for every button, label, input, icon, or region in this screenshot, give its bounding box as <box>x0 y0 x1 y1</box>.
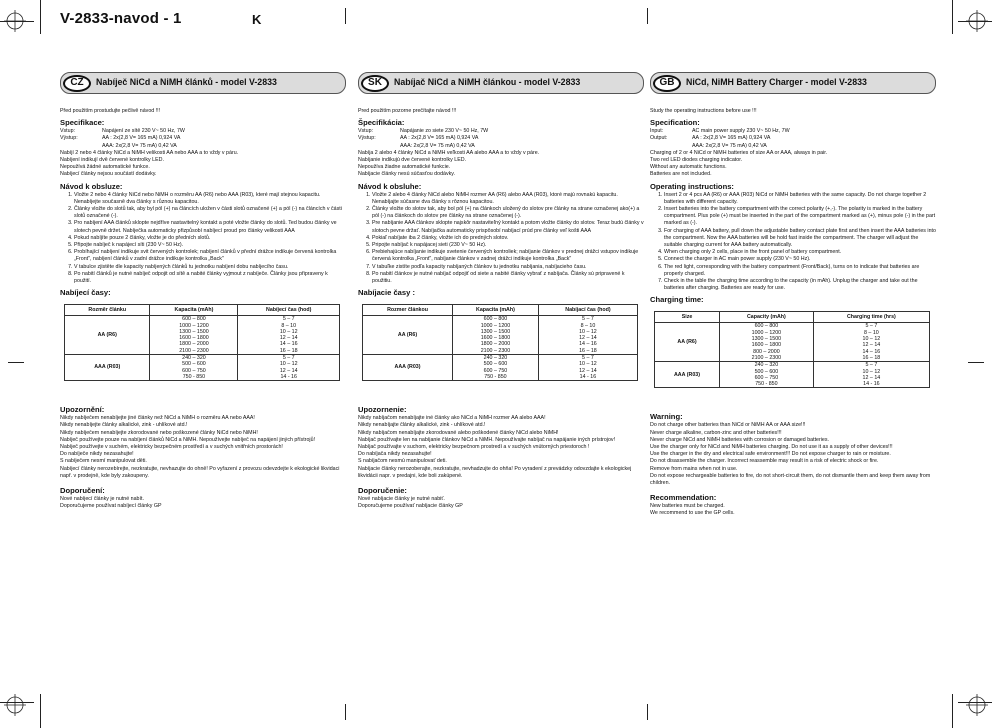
spec-row <box>60 143 346 150</box>
warning-line: Do nabíjača nikdy nezasahujte! <box>358 451 432 458</box>
warning-line: Use the charger only for NiCd and NiMH batteries charging. Do not use it as a supply of other devices!!! <box>650 444 893 451</box>
table-header-cell: Charging time (hrs) <box>813 312 929 323</box>
capacity-cell: 1600 – 1800 <box>719 342 813 348</box>
warning-line: Use the charger in the dry and electrical safe environment!!! Do not expose charger to rain or moisture. <box>650 451 891 458</box>
section-title: Nabíjač NiCd a NiMH článkou - model V-2833 <box>394 77 581 88</box>
capacity-cell: 2100 – 2300 <box>150 348 238 355</box>
document-mark: K <box>252 12 262 27</box>
spec-value: Napájení ze sítě 230 V~ 50 Hz, 7W <box>102 128 185 135</box>
capacity-cell: 1300 – 1500 <box>719 336 813 342</box>
registration-mark-icon <box>4 10 26 32</box>
spec-value: AA : 2x(2,8 V= 165 mA) 0,924 VA <box>400 135 479 142</box>
charging-time-heading: Nabíjacie časy : <box>358 288 415 298</box>
battery-size-cell: AAA (R03) <box>363 355 453 381</box>
charging-time-cell: 10 – 12 <box>538 361 637 367</box>
instruction-item: 4. When charging only 2 cells, place in the front panel of battery compartment. <box>664 249 936 256</box>
instruction-item: 7. V tabuľke zistíte podľa kapacity nabíjaných článkov tu jednotku nabíjania, nabíjacieho času. <box>372 264 644 271</box>
charging-time-cell: 10 – 12 <box>813 369 929 375</box>
battery-size-cell: AAA (R03) <box>65 355 150 381</box>
instruction-item: 7. V tabulce zjistěte dle kapacity nabíjených článků tu jednotku nabíjení dobu nabíjecího času. <box>74 264 346 271</box>
table-header-cell: Kapacita (mAh) <box>150 305 238 316</box>
table-header-cell: Nabíjací čas (hod) <box>538 305 637 316</box>
spec-heading: Specification: <box>650 118 700 128</box>
charging-time-cell: 14 – 16 <box>238 341 340 347</box>
capacity-cell: 600 – 750 <box>150 368 238 374</box>
spec-line: Nabíja 2 alebo 4 články NiCd a NiMH veľkosti AA alebo AAA a to vždy v páre. <box>358 149 540 156</box>
charging-time-cell: 12 – 14 <box>238 335 340 341</box>
warning-line: S nabíječem nesmí manipulovat děti. <box>60 458 147 465</box>
table-header-cell: Rozměr článku <box>65 305 150 316</box>
charging-time-heading: Charging time: <box>650 295 704 305</box>
spec-value: AAA: 2x(2,8 V= 75 mA) 0,42 VA <box>692 142 767 149</box>
table-row <box>65 355 340 362</box>
charging-time-cell: 14 – 16 <box>813 349 929 355</box>
capacity-cell: 1300 – 1500 <box>453 329 539 335</box>
spec-line: Charging of 2 or 4 NiCd or NiMH batteries of size AA or AAA, always in pair. <box>650 149 828 156</box>
spec-value: AAA: 2x(2,8 V= 75 mA) 0,42 VA <box>400 142 475 149</box>
warning-line: Nabíjacie články nerozoberajte, nezkratujte, nevhadzujte do ohňa! Po vyradení z prevádzky odovzdajte k ekologickej likvidácii napr. v predajni, kde boli zakúpené. <box>358 465 632 479</box>
charging-time-cell: 5 – 7 <box>813 323 929 330</box>
table-header-cell: Nabíjecí čas (hod) <box>238 305 340 316</box>
recommendation-line: We recommend to use the GP cells. <box>650 510 735 517</box>
instruction-item: 3. Pro nabíjení AAA článků sklopte nejdříve nastavitelný kontakt a poté vložte články do slotů. Ted budou články ve slotech pevně držet. Nabíječka automaticky přizpůsobí nabíjecí proud pro články velikosti AAA <box>74 220 346 234</box>
table-row <box>65 316 340 323</box>
spec-value: AAA: 2x(2,8 V= 75 mA) 0,42 VA <box>102 142 177 149</box>
warning-line: Nabíjač používajte v suchom, elektricky bezpečnom prostredí a v suchých vnútorných priestoroch ! <box>358 444 590 451</box>
spec-line: Two red LED diodes charging indicator. <box>650 157 743 164</box>
capacity-cell: 1800 – 2000 <box>150 341 238 347</box>
capacity-cell: 240 – 320 <box>150 355 238 362</box>
charging-time-table <box>64 304 340 381</box>
spacer <box>650 487 936 490</box>
intro-text: Study the operating instructions before use !!! <box>650 108 757 114</box>
language-badge: SK <box>361 75 389 92</box>
capacity-cell: 600 – 800 <box>719 323 813 330</box>
table-header-row <box>363 305 638 316</box>
registration-mark-icon <box>4 694 26 716</box>
warning-heading: Upozornenie: <box>358 405 407 415</box>
spec-row <box>650 135 936 142</box>
spec-value: AC main power supply 230 V~ 50 Hz, 7W <box>692 128 790 135</box>
charging-time-cell: 8 – 10 <box>813 330 929 336</box>
recommendation-heading: Doporučenie: <box>358 486 407 496</box>
charging-time-cell: 5 – 7 <box>813 362 929 369</box>
registration-mark-icon <box>966 10 988 32</box>
battery-size-cell: AA (R6) <box>363 316 453 355</box>
warning-line: Nikdy nabíječem nenabíjejte zkorodované nebo poškozené články NiCd nebo NiMH! <box>60 429 258 436</box>
instructions-list <box>650 192 936 293</box>
table-header-row <box>655 312 930 323</box>
table-header-row <box>65 305 340 316</box>
spec-value: AA : 2x(2,8 V= 165 mA) 0,924 VA <box>692 135 771 142</box>
table-header-cell: Capacity (mAh) <box>719 312 813 323</box>
warning-line: Nikdy nabíjačom nenabíjajte zkorodované alebo poškodené články NiCd alebo NiMH! <box>358 429 559 436</box>
column-gb <box>650 72 936 518</box>
charging-time-cell: 12 – 14 <box>813 342 929 348</box>
recommendation-heading: Recommendation: <box>650 493 717 503</box>
spec-line: Nepoužíva žiadne automatické funkcie. <box>358 164 451 171</box>
recommendation-line: New batteries must be charged. <box>650 503 725 510</box>
recommendation-heading: Doporučení: <box>60 486 105 496</box>
charging-time-cell: 12 – 14 <box>813 375 929 381</box>
charging-time-cell: 14 - 16 <box>813 381 929 388</box>
instruction-item: 4. Pokiaľ nabíjate iba 2 články, vložte ich do predných slotov. <box>372 235 644 242</box>
instruction-item: 5. Připojte nabíječ k napájecí síti (230 V~ 50 Hz). <box>74 242 346 249</box>
capacity-cell: 750 - 850 <box>719 381 813 388</box>
spec-row <box>60 135 346 142</box>
table-header-cell: Rozmer článkou <box>363 305 453 316</box>
spec-key: Output: <box>650 135 668 142</box>
instructions-heading: Návod k obsluhe: <box>358 181 422 191</box>
spec-line: Nepoužívá žádné automatické funkce. <box>60 164 150 171</box>
charging-time-cell: 16 – 18 <box>538 348 637 355</box>
spec-key: Vstup: <box>60 128 76 135</box>
capacity-cell: 240 – 320 <box>453 355 539 362</box>
warning-line: Nikdy nenabíjajte články alkalické, zink - uhlíkové atd.! <box>358 422 486 429</box>
warning-line: Nabíjecí články nerozebírejte, nezkratujte, nevhazujte do ohně! Po vyřazení z provozu odevzdejte k ekologické likvidaci např. v prodejně, kde byly zakoupeny. <box>60 465 340 479</box>
charging-time-cell: 16 – 18 <box>813 355 929 362</box>
spec-key: Výstup: <box>358 135 376 142</box>
battery-size-cell: AAA (R03) <box>655 362 720 388</box>
spec-key <box>60 143 102 150</box>
spec-row <box>358 143 644 150</box>
capacity-cell: 600 – 800 <box>453 316 539 323</box>
recommendation-line: Nové nabíjecí články je nutné nabít. <box>60 496 144 503</box>
instruction-item: 8. Po nabití článků je nutné nabíječ odpojit od sítě a nabité články vyjmout z nabíječe. Články jsou připraveny k použití. <box>74 271 346 285</box>
instruction-item: 6. Prebiehajúce nabíjanie indikuje svetenie červených kontroliek; nabíjanie článkov v prednej drážci vstupov indikuje červená kontrolka „Front", nabíjanie článkov v zadnej drážci indikuje kontrolka „Back" <box>372 249 644 263</box>
instruction-item: 2. Články vložte do slotů tak, aby byl pól (+) na článcích uložen v části slotů označené (+) a pól (-) na článcích v části slotů označené (-). <box>74 206 346 220</box>
warning-line: S nabíjačom nesmú manipulovať deti. <box>358 458 447 465</box>
capacity-cell: 1000 – 1200 <box>150 323 238 329</box>
instruction-item: 2. Články vložte do slotov tak, aby bol pól (+) na článkoch uložený do slotov pre články na strane označenej ako(+) a pól (-) na článkoch do slotov pre články na strane označenej (-). <box>372 206 644 220</box>
charging-time-cell: 10 – 12 <box>238 329 340 335</box>
spec-row <box>358 135 644 142</box>
section-header <box>60 72 346 94</box>
capacity-cell: 240 – 320 <box>719 362 813 369</box>
instruction-item: 6. The red light, corresponding with the battery compartment (Front/Back), turns on to indicate that batteries are properly charged. <box>664 264 936 278</box>
warning-line: Do nabíječe nikdy nezasahujte! <box>60 451 134 458</box>
table-row <box>363 316 638 323</box>
battery-size-cell: AA (R6) <box>655 323 720 362</box>
intro-text: Před použitím prostudujte pečlivě návod !!! <box>60 108 161 114</box>
section-header <box>650 72 936 94</box>
warning-line: Do not disassemble the charger. Incorrect reassemble may result in a risk of electric shock or fire. <box>650 458 879 465</box>
spec-value: Napájanie zo siete 230 V~ 50 Hz, 7W <box>400 128 489 135</box>
battery-size-cell: AA (R6) <box>65 316 150 355</box>
charging-time-cell: 14 - 16 <box>238 374 340 381</box>
warning-line: Do not expose rechargeable batteries to fire, do not short-circuit them, do not dismantle them and keep them away from children. <box>650 472 931 487</box>
instruction-item: 2. Insert batteries into the battery compartment with the correct polarity (+,-). The polarity is marked in the battery compartment. Plus pole (+) must be inserted in the part of the compartment marked as (+), minus pole (-) in the part marked as (-). <box>664 206 936 228</box>
spec-key: Input: <box>650 128 664 135</box>
warning-line: Nabíječ používejte pouze na nabíjení článků NiCd a NiMH. Nepoužívejte nabíječ na napájení jiných přístrojů! <box>60 436 315 443</box>
instruction-item: 8. Po nabití článkov je nutné nabíjač odpojiť od siete a nabité články vybrať z nabíjača. Články sú pripravené k použitiu. <box>372 271 644 285</box>
capacity-cell: 750 - 850 <box>453 374 539 381</box>
language-badge: CZ <box>63 75 91 92</box>
capacity-cell: 500 – 600 <box>453 361 539 367</box>
spec-heading: Specifikace: <box>60 118 105 128</box>
capacity-cell: 500 – 600 <box>150 361 238 367</box>
spec-value: AA : 2x(2,8 V= 165 mA) 0,924 VA <box>102 135 181 142</box>
capacity-cell: 1000 – 1200 <box>719 330 813 336</box>
spacer <box>60 480 346 483</box>
charging-time-cell: 5 – 7 <box>238 355 340 362</box>
section-title: Nabíječ NiCd a NiMH článků - model V-2833 <box>96 77 277 88</box>
spec-row <box>650 128 936 135</box>
charging-time-cell: 10 – 12 <box>813 336 929 342</box>
capacity-cell: 1300 – 1500 <box>150 329 238 335</box>
column-sk <box>358 72 644 510</box>
warning-heading: Upozornění: <box>60 405 105 415</box>
instruction-item: 6. Probíhající nabíjení indikuje svit červených kontrolek; nabíjení článků v přední drážce indikuje červená kontrolka „Front", nabíjení článků v zadní drážce indikuje kontrolka „Back" <box>74 249 346 263</box>
warning-line: Do not charge other batteries than NiCd or NiMH AA or AAA size!!! <box>650 422 806 429</box>
spec-key <box>358 143 400 150</box>
capacity-cell: 600 – 750 <box>453 368 539 374</box>
warning-line: Never charge NiCd and NiMH batteries with corrosion or damaged batteries. <box>650 436 829 443</box>
capacity-cell: 500 – 600 <box>719 369 813 375</box>
instruction-item: 7. Check in the table the charging time according to the capacity (in mAh). Unplug the charger and take out the batteries after charging. Batteries are ready for use. <box>664 278 936 292</box>
warning-line: Nikdy nenabíjejte články alkalické, zink - uhlíkové atd.! <box>60 422 188 429</box>
spec-line: Nabíjacie články nesú súčasťou dodávky. <box>358 171 455 178</box>
charging-time-cell: 10 – 12 <box>538 329 637 335</box>
table-row <box>655 362 930 369</box>
instruction-item: 1. Vložte 2 nebo 4 články NiCd nebo NiMH o rozměru AA (R6) nebo AAA (R03), které mají stejnou kapacitu. Nenabíjejte současně dva články s různou kapacitou. <box>74 192 346 206</box>
spec-row <box>358 128 644 135</box>
instruction-item: 1. Insert 2 or 4 pcs AA (R6) or AAA (R03) NiCd or NiMH batteries with the same capacity. Do not charge together 2 batteries with different capacity. <box>664 192 936 206</box>
charging-time-cell: 5 – 7 <box>538 316 637 323</box>
intro-text: Pred použitím pozorne prečítajte návod !!! <box>358 108 457 114</box>
charging-time-cell: 10 – 12 <box>238 361 340 367</box>
spec-key <box>650 143 692 150</box>
charging-time-cell: 12 – 14 <box>538 335 637 341</box>
warning-line: Nabíječ používejte v suchém, elektricky bezpečném prostředí a v suchých vnitřních prostorách! <box>60 444 283 451</box>
capacity-cell: 600 – 750 <box>719 375 813 381</box>
spec-line: Nabíjanie indikujú dve červené kontrolky LED. <box>358 157 467 164</box>
instruction-item: 3. Pre nabíjanie AAA článkov sklopte najskôr nastaviteľný kontakt a potom vložte články do slotov. Teraz budú články v slotoch pevne držať. Nabíjačka automaticky prispôsobí nabíjací prúd pre články veľ košti AAA <box>372 220 644 234</box>
capacity-cell: 750 - 850 <box>150 374 238 381</box>
spec-key: Vstup: <box>358 128 374 135</box>
charging-time-table <box>362 304 638 381</box>
charging-time-cell: 12 – 14 <box>238 368 340 374</box>
instructions-heading: Návod k obsluze: <box>60 181 123 191</box>
document-title: V-2833-navod - 1 <box>60 10 182 27</box>
instructions-heading: Operating instructions: <box>650 181 734 191</box>
table-header-cell: Kapacita (mAh) <box>453 305 539 316</box>
spec-line: Nabíjení indikují dvě červené kontrolky LED. <box>60 157 164 164</box>
spec-row <box>650 143 936 150</box>
charging-time-cell: 12 – 14 <box>538 368 637 374</box>
spec-heading: Špecifikácia: <box>358 118 405 128</box>
spacer <box>358 480 644 483</box>
charging-time-cell: 8 – 10 <box>238 323 340 329</box>
table-header-cell: Size <box>655 312 720 323</box>
capacity-cell: 1600 – 1800 <box>453 335 539 341</box>
capacity-cell: 600 – 800 <box>150 316 238 323</box>
charging-time-cell: 8 – 10 <box>538 323 637 329</box>
instruction-item: 4. Pokud nabíjíte pouze 2 články, vložte je do předních slotů. <box>74 235 346 242</box>
capacity-cell: 2100 – 2300 <box>719 355 813 362</box>
spec-line: Nabíjí 2 nebo 4 články NiCd a NiMH velikosti AA nebo AAA a to vždy v páru. <box>60 149 239 156</box>
spec-line: Without any automatic functions. <box>650 164 727 171</box>
language-badge: GB <box>653 75 681 92</box>
section-header <box>358 72 644 94</box>
capacity-cell: 800 – 2000 <box>719 349 813 355</box>
charging-time-cell: 5 – 7 <box>238 316 340 323</box>
spec-row <box>60 128 346 135</box>
warning-line: Nabíjač používajte len na nabíjanie článkov NiCd a NiMH. Nepoužívajte nabíjač na napájanie iných prístrojov! <box>358 436 616 443</box>
recommendation-line: Nové nabíjacie články je nutné nabiť. <box>358 496 445 503</box>
section-title: NiCd, NiMH Battery Charger - model V-2833 <box>686 77 867 88</box>
capacity-cell: 2100 – 2300 <box>453 348 539 355</box>
instructions-list <box>60 192 346 286</box>
table-row <box>363 355 638 362</box>
registration-mark-icon <box>966 694 988 716</box>
instruction-item: 1. Vložte 2 alebo 4 články NiCd alebo NiMH rozmer AA (R6) alebo AAA (R03), ktoré majú rovnakú kapacitu. Nenabíjajte súčasne dva články s rôznou kapacitou. <box>372 192 644 206</box>
spec-line: Batteries are not included. <box>650 171 712 178</box>
charging-time-cell: 5 – 7 <box>538 355 637 362</box>
instruction-item: 5. Pripojte nabíjač k napájacej sieti (230 V~ 50 Hz). <box>372 242 644 249</box>
warning-heading: Warning: <box>650 412 683 422</box>
capacity-cell: 1600 – 1800 <box>150 335 238 341</box>
column-cz <box>60 72 346 510</box>
instruction-item: 5. Connect the charger in AC main power supply (230 V~ 50 Hz). <box>664 256 936 263</box>
recommendation-line: Doporučujeme používat nabíjecí články GP <box>60 503 162 510</box>
spec-key: Výstup: <box>60 135 78 142</box>
spec-line: Nabíjecí články nejsou součástí dodávky. <box>60 171 157 178</box>
charging-time-table <box>654 311 930 388</box>
table-row <box>655 323 930 330</box>
warning-line: Never charge alkaline, carbon-zinc and other batteries!!! <box>650 429 782 436</box>
charging-time-cell: 14 - 16 <box>538 374 637 381</box>
instruction-item: 3. For charging of AAA battery, pull down the adjustable battery contact plate first and then insert the AAA batteries into the compartment. Now the AAA batteries will be hold fast inside the compartment. The charger will adjust the suitable charging current for AAA battery automatically. <box>664 228 936 250</box>
warning-line: Remove from mains when not in use. <box>650 465 738 472</box>
charging-time-heading: Nabíjecí časy: <box>60 288 111 298</box>
capacity-cell: 1000 – 1200 <box>453 323 539 329</box>
recommendation-line: Doporučujeme používať nabíjacie články GP <box>358 503 463 510</box>
warning-line: Nikdy nabíječem nenabíjejte jiné články než NiCd a NiMH o rozměru AA nebo AAA! <box>60 415 255 422</box>
charging-time-cell: 14 – 16 <box>538 341 637 347</box>
capacity-cell: 1800 – 2000 <box>453 341 539 347</box>
charging-time-cell: 16 – 18 <box>238 348 340 355</box>
instructions-list <box>358 192 644 286</box>
warning-line: Nikdy nabíjačom nenabíjajte iné články ako NiCd a NiMH rozmer AA alebo AAA! <box>358 415 546 422</box>
